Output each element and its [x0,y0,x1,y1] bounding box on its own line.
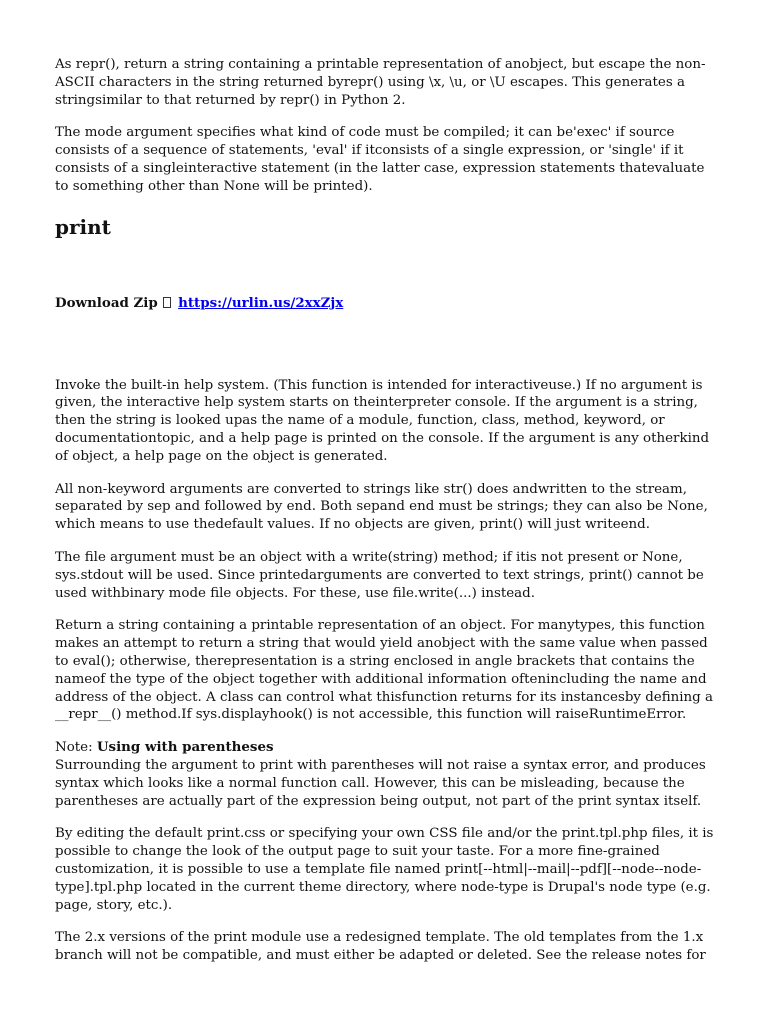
section-heading: print [55,214,111,239]
paragraph-print-css: By editing the default print.css or specifying your own CSS file and/or the print.tpl.php files, it is possible to change the look of the output page to suit your taste. For a more fine-grained customization, it is possible to use a template file named print[--html|--mail|--pdf][--node--node-type].tpl.php located in the current theme directory, where node-type is Drupal's node type (e.g. page, story, etc.). [55,826,714,913]
missing-glyph-icon [163,297,171,308]
paragraph-repr: Return a string containing a printable representation of an object. For manytypes, this function makes an attempt to return a string that would yield anobject with the same value when passed to eval(); otherwise, therepresentation is a string enclosed in angle brackets that contains the nameof the type of the object together with additional information oftenincluding the name and address of the object. A class can control what thisfunction returns for its instancesby defining a __repr__() method.If sys.displayhook() is not accessible, this function will raiseRuntimeError. [55,618,713,723]
paragraph-file-arg: The file argument must be an object with a write(string) method; if itis not present or None, sys.stdout will be used. Since printedarguments are converted to text strings, print() cannot be used withbinary mode file objects. For these, use file.write(...) instead. [55,549,704,601]
download-line [55,294,722,312]
note-body: Surrounding the argument to print with parentheses will not raise a syntax error, and produces syntax which looks like a normal function call. However, this can be misleading, because the parentheses are actually part of the expression being output, not part of the print syntax itself. [55,757,706,809]
paragraph-ascii: As repr(), return a string containing a printable representation of anobject, but escape the non-ASCII characters in the string returned byrepr() using \x, \u, or \U escapes. This generates a stringsimilar to that returned by repr() in Python 2. [55,57,706,108]
note-title: Using with parentheses [96,739,274,756]
note-prefix: Note: [55,740,93,756]
paragraph-templates: The 2.x versions of the print module use a redesigned template. The old templates from the 1.x branch will not be compatible, and must either be adapted or deleted. See the release notes for [55,930,706,964]
download-label: Download Zip [55,294,158,311]
paragraph-print-args: All non-keyword arguments are converted to strings like str() does andwritten to the stream, separated by sep and followed by end. Both sepand end must be strings; they can also be None, which means to use thedefault values. If no objects are given, print() will just writeend. [55,481,708,533]
paragraph-compile-mode: The mode argument specifies what kind of code must be compiled; it can be'exec' if source consists of a sequence of statements, 'eval' if itconsists of a single expression, or 'single' if it consists of a singleinteractive statement (in the latter case, expression statements thatevaluate to something other than None will be printed). [55,125,705,194]
note-block [55,739,722,810]
paragraph-help: Invoke the built-in help system. (This function is intended for interactiveuse.) If no argument is given, the interactive help system starts on theinterpreter console. If the argument is a string, then the string is looked upas the name of a module, function, class, method, keyword, or documentationtopic, and a help page is printed on the console. If the argument is any otherkind of object, a help page on the object is generated. [55,377,710,464]
download-link[interactable]: https://urlin.us/2xxZjx [178,294,344,311]
